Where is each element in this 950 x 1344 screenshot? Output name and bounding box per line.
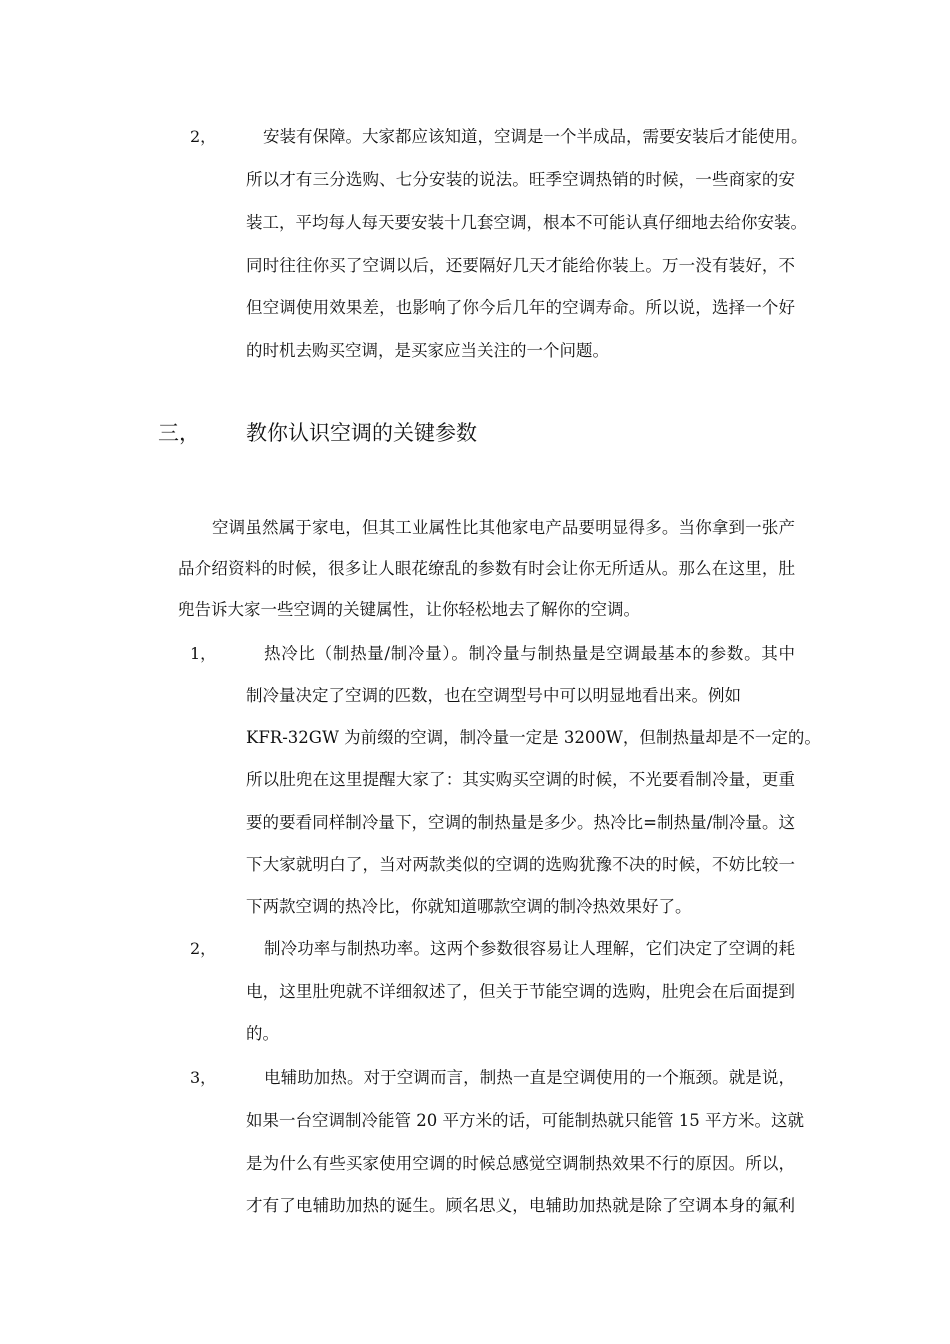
paragraph-line: 空调虽然属于家电，但其工业属性比其他家电产品要明显得多。当你拿到一张产 — [212, 518, 795, 537]
list-number: 3， — [190, 1068, 217, 1087]
paragraph-line: 的。 — [246, 1024, 279, 1043]
paragraph-line: 才有了电辅助加热的诞生。顾名思义，电辅助加热就是除了空调本身的氟利 — [246, 1196, 795, 1215]
list-number: 2， — [190, 127, 217, 146]
paragraph-line: 是为什么有些买家使用空调的时候总感觉空调制热效果不行的原因。所以， — [246, 1154, 795, 1173]
paragraph-line: 热冷比（制热量/制冷量）。制冷量与制热量是空调最基本的参数。其中 — [264, 644, 795, 663]
list-number: 2， — [190, 939, 217, 958]
paragraph-line: 要的要看同样制冷量下，空调的制热量是多少。热冷比=制热量/制冷量。这 — [246, 813, 795, 832]
paragraph-line: 的时机去购买空调，是买家应当关注的一个问题。 — [246, 341, 609, 360]
paragraph-line: 制冷量决定了空调的匹数，也在空调型号中可以明显地看出来。例如 — [246, 686, 741, 705]
paragraph-line: KFR-32GW 为前缀的空调，制冷量一定是 3200W，但制热量却是不一定的。 — [246, 728, 821, 747]
paragraph-line: 同时往往你买了空调以后，还要隔好几天才能给你装上。万一没有装好，不 — [246, 256, 795, 275]
list-number: 1， — [190, 644, 217, 663]
paragraph-line: 品介绍资料的时候，很多让人眼花缭乱的参数有时会让你无所适从。那么在这里，肚 — [178, 559, 795, 578]
paragraph-line: 但空调使用效果差，也影响了你今后几年的空调寿命。所以说，选择一个好 — [246, 298, 795, 317]
section-title: 教你认识空调的关键参数 — [246, 421, 477, 445]
paragraph-line: 装工，平均每人每天要安装十几套空调，根本不可能认真仔细地去给你安装。 — [246, 213, 807, 232]
section-number: 三， — [158, 421, 200, 445]
paragraph-line: 电辅助加热。对于空调而言，制热一直是空调使用的一个瓶颈。就是说， — [264, 1068, 795, 1087]
paragraph-line: 所以才有三分选购、七分安装的说法。旺季空调热销的时候，一些商家的安 — [246, 170, 795, 189]
paragraph-line: 如果一台空调制冷能管 20 平方米的话，可能制热就只能管 15 平方米。这就 — [246, 1111, 804, 1130]
paragraph-line: 所以肚兜在这里提醒大家了：其实购买空调的时候，不光要看制冷量，更重 — [246, 770, 795, 789]
paragraph-line: 制冷功率与制热功率。这两个参数很容易让人理解，它们决定了空调的耗 — [264, 939, 795, 958]
paragraph-line: 下两款空调的热冷比，你就知道哪款空调的制冷热效果好了。 — [246, 897, 692, 916]
paragraph-line: 兜告诉大家一些空调的关键属性，让你轻松地去了解你的空调。 — [178, 600, 640, 619]
paragraph-line: 电，这里肚兜就不详细叙述了，但关于节能空调的选购，肚兜会在后面提到 — [246, 982, 795, 1001]
paragraph-line: 安装有保障。大家都应该知道，空调是一个半成品，需要安装后才能使用。 — [263, 127, 808, 146]
paragraph-line: 下大家就明白了，当对两款类似的空调的选购犹豫不决的时候，不妨比较一 — [246, 855, 795, 874]
